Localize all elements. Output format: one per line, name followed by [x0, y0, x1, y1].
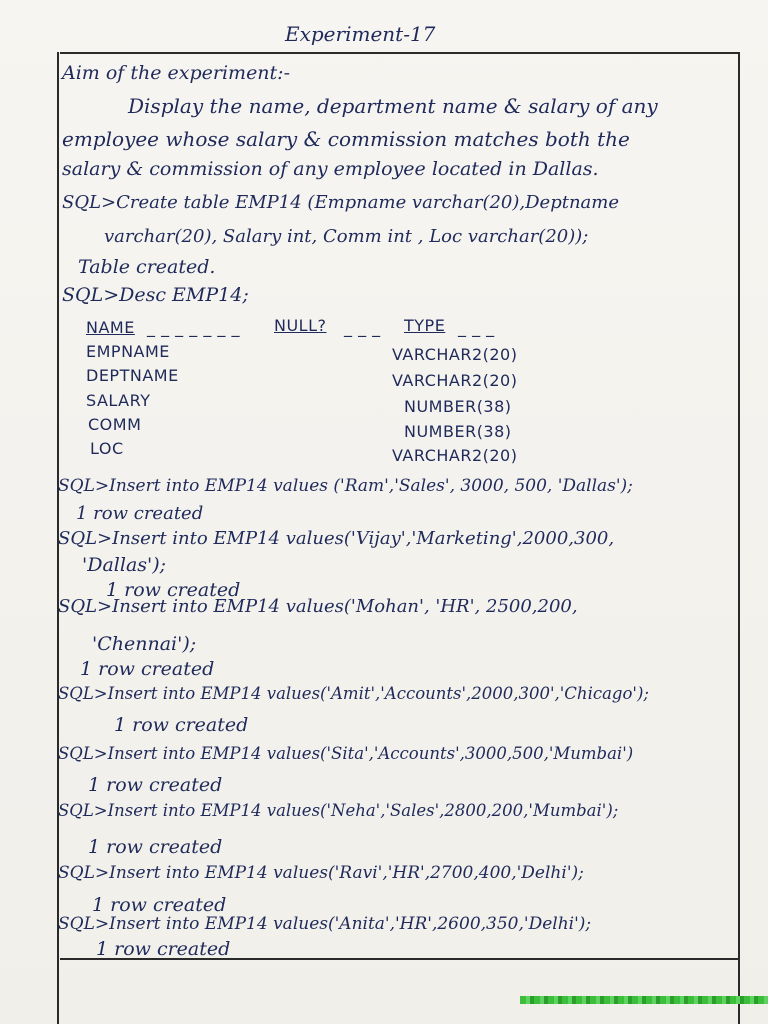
insert-command: SQL>Insert into EMP14 values('Sita','Accounts',3000,500,'Mumbai')	[58, 744, 634, 763]
insert-result: 1 row created	[88, 774, 223, 796]
desc-row-type: VARCHAR2(20)	[392, 345, 518, 364]
desc-row-type: VARCHAR2(20)	[392, 371, 518, 390]
insert-result: 1 row created	[114, 714, 249, 736]
page-title: Experiment-17	[285, 22, 436, 46]
desc-header-type: TYPE	[404, 316, 446, 335]
insert-result: 1 row created	[106, 579, 241, 601]
create-table-line: varchar(20), Salary int, Comm int , Loc varchar(20));	[104, 226, 589, 247]
insert-command: SQL>Insert into EMP14 values('Neha','Sales',2800,200,'Mumbai');	[58, 801, 619, 820]
create-table-result: Table created.	[78, 256, 216, 278]
insert-result: 1 row created	[96, 938, 231, 960]
desc-row-name: DEPTNAME	[86, 366, 179, 385]
desc-row-name: COMM	[88, 415, 142, 434]
right-margin-line	[738, 52, 740, 1024]
insert-command-cont: 'Chennai');	[92, 633, 197, 655]
insert-command: SQL>Insert into EMP14 values('Mohan', 'HR', 2500,200,	[58, 596, 578, 617]
desc-row-type: NUMBER(38)	[404, 397, 512, 416]
desc-header-dashes: _ _ _ _ _ _ _	[147, 318, 241, 337]
aim-line: salary & commission of any employee located in Dallas.	[62, 158, 599, 180]
insert-result: 1 row created	[92, 894, 227, 916]
insert-command-cont: 'Dallas');	[82, 554, 167, 576]
desc-row-type: NUMBER(38)	[404, 422, 512, 441]
desc-row-name: LOC	[90, 439, 124, 458]
aim-line: employee whose salary & commission matches both the	[62, 127, 630, 151]
desc-header-dashes: _ _ _	[344, 318, 381, 337]
insert-command: SQL>Insert into EMP14 values ('Ram','Sales', 3000, 500, 'Dallas');	[58, 476, 633, 496]
desc-row-name: SALARY	[86, 391, 151, 410]
green-edge-strip	[520, 996, 768, 1004]
desc-header-name: NAME	[86, 318, 135, 337]
desc-row-type: VARCHAR2(20)	[392, 446, 518, 465]
insert-command: SQL>Insert into EMP14 values('Anita','HR',2600,350,'Delhi');	[58, 914, 592, 934]
insert-command: SQL>Insert into EMP14 values('Ravi','HR',2700,400,'Delhi');	[58, 863, 584, 883]
insert-command: SQL>Insert into EMP14 values('Amit','Accounts',2000,300','Chicago');	[58, 684, 649, 703]
insert-command: SQL>Insert into EMP14 values('Vijay','Marketing',2000,300,	[58, 528, 615, 549]
insert-result: 1 row created	[80, 658, 215, 680]
insert-result: 1 row created	[88, 836, 223, 858]
desc-command: SQL>Desc EMP14;	[62, 284, 249, 306]
desc-header-null: NULL?	[274, 316, 327, 335]
aim-line: Display the name, department name & salary of any	[128, 94, 658, 118]
insert-result: 1 row created	[76, 503, 204, 524]
desc-row-name: EMPNAME	[86, 342, 170, 361]
top-margin-line	[60, 52, 738, 54]
desc-header-dashes: _ _ _	[458, 318, 495, 337]
aim-heading: Aim of the experiment:-	[62, 62, 290, 84]
create-table-line: SQL>Create table EMP14 (Empname varchar(20),Deptname	[62, 192, 620, 213]
